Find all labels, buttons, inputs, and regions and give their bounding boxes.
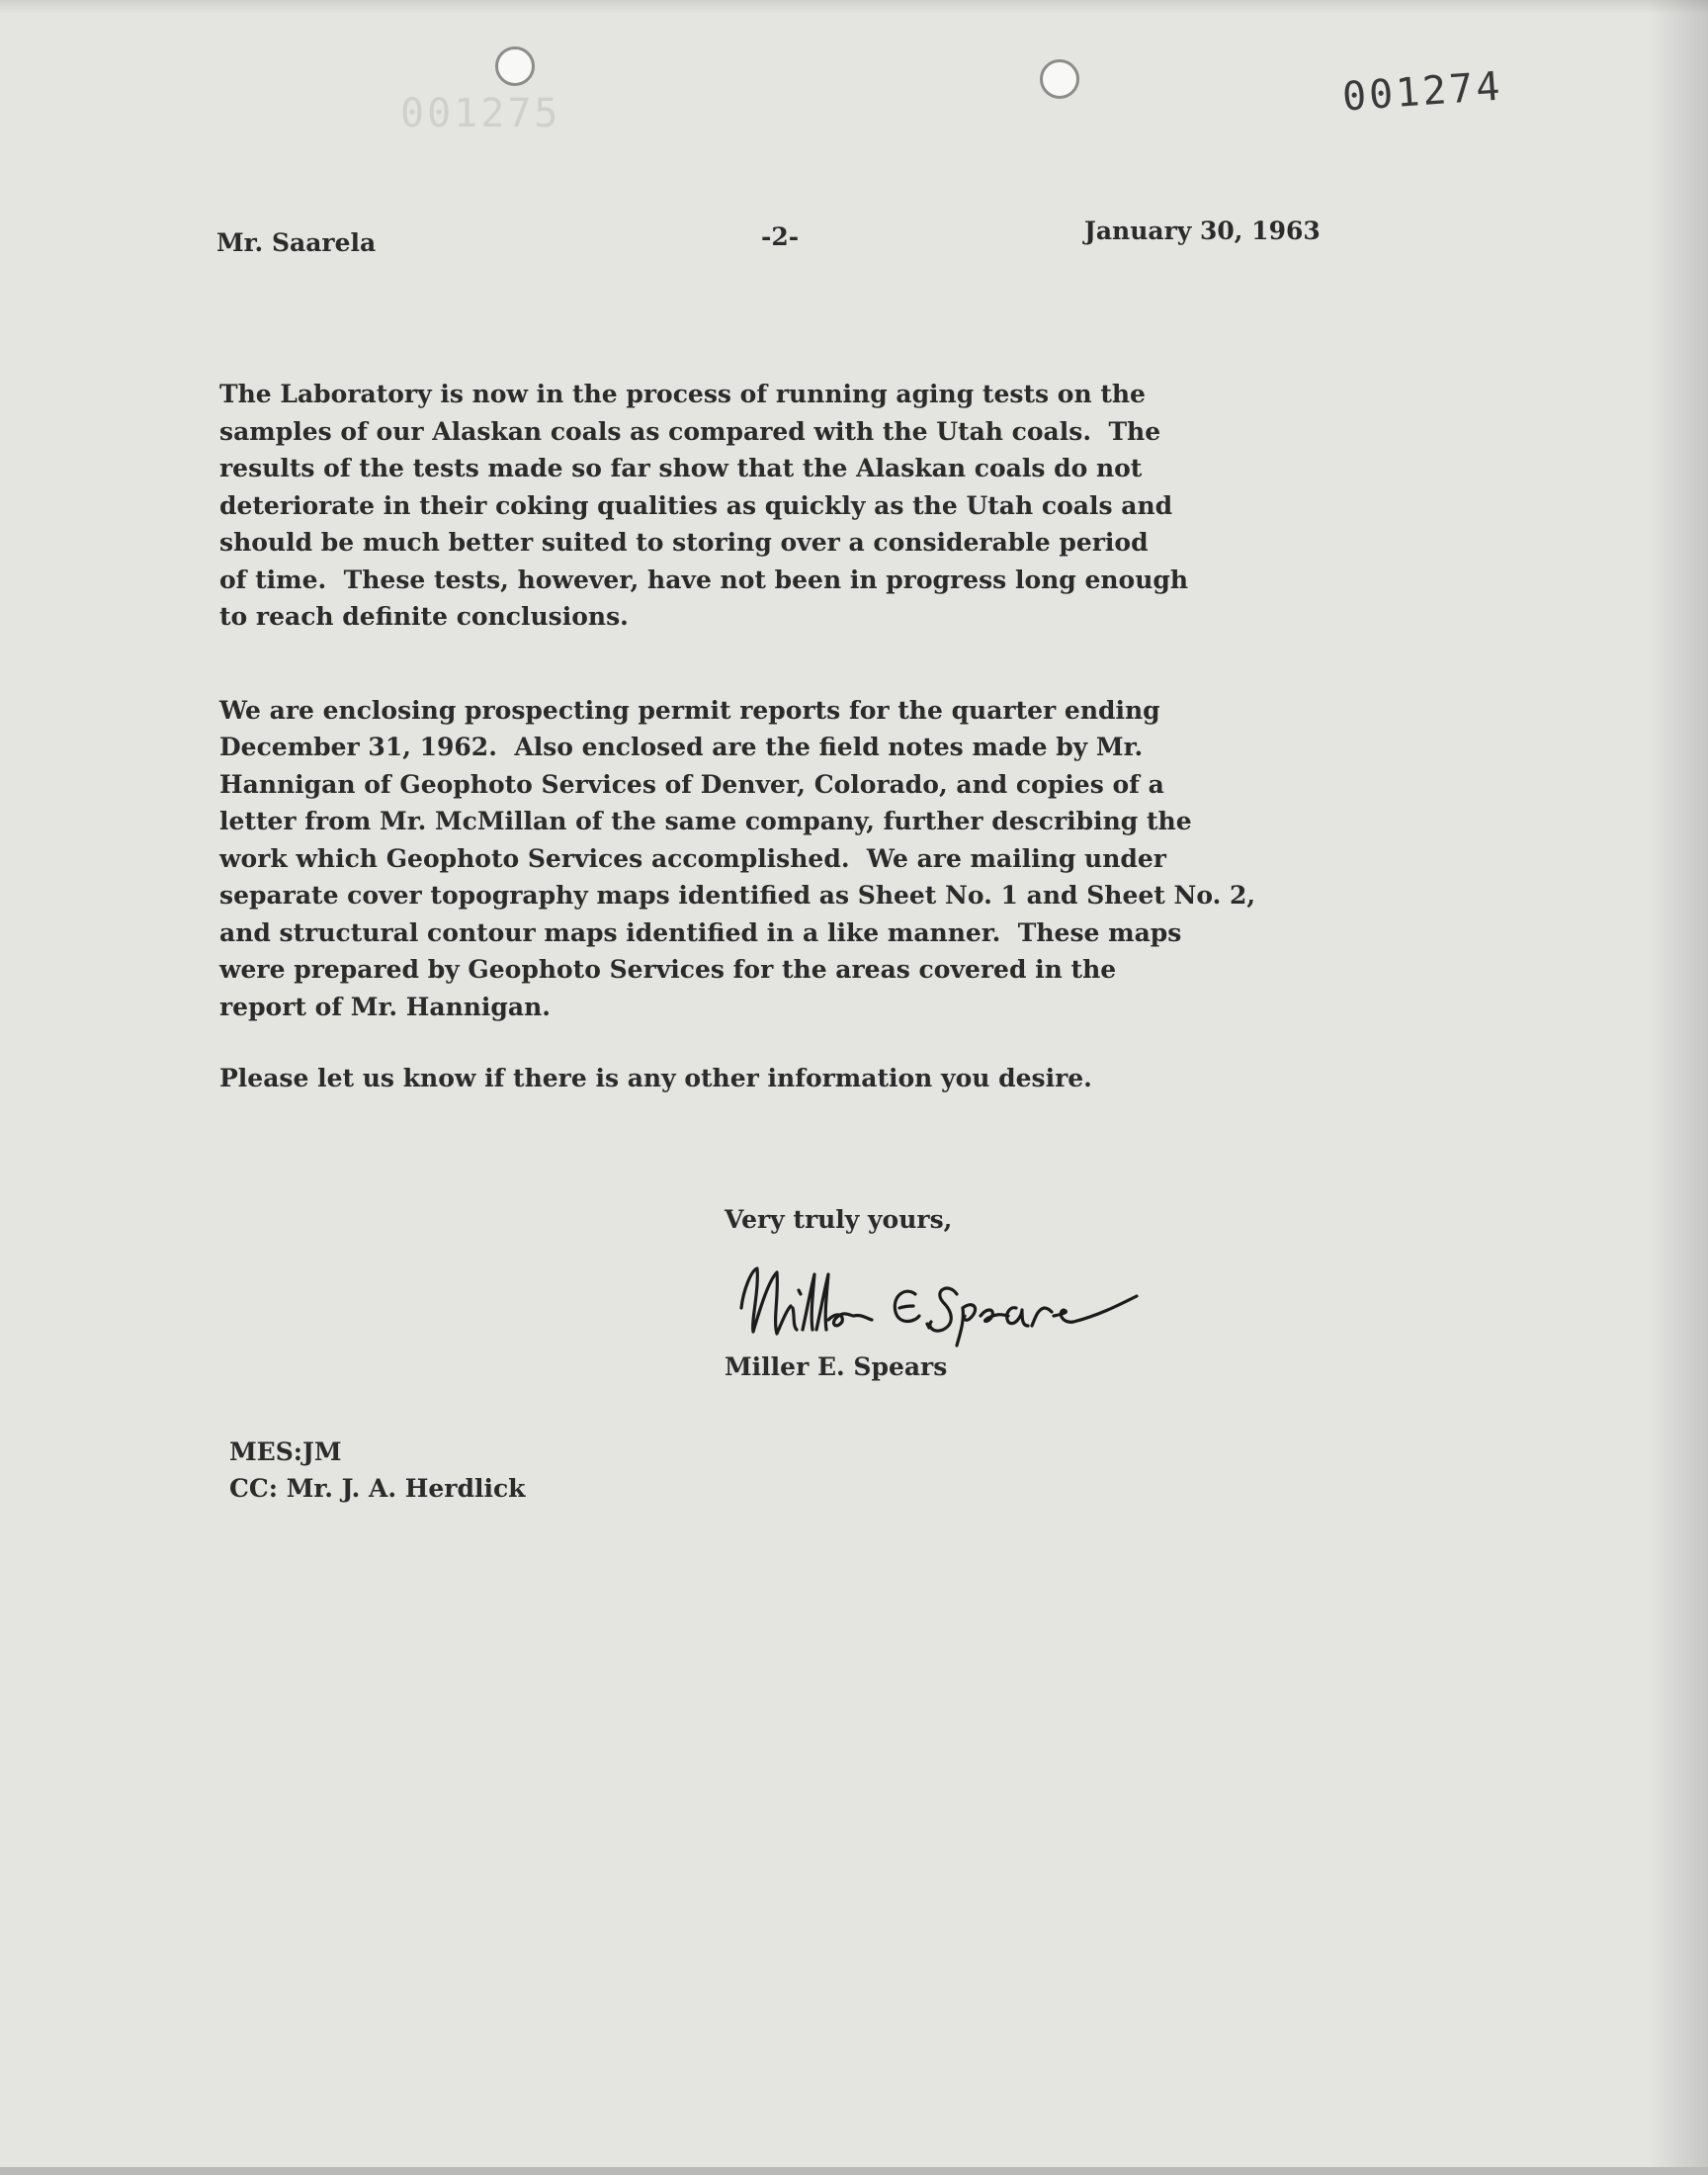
bleed-through-stamp: 001275 (400, 91, 561, 136)
body-line: were prepared by Geophoto Services for the areas covered in the (219, 955, 1117, 984)
body-line: We are enclosing prospecting permit reports for the quarter ending (219, 695, 1160, 725)
body-line: deteriorate in their coking qualities as quickly as the Utah coals and (219, 490, 1173, 520)
document-number-stamp: 001274 (1340, 63, 1504, 121)
body-line: results of the tests made so far show that the Alaskan coals do not (219, 454, 1143, 482)
body-line: and structural contour maps identified in a like manner. These maps (219, 917, 1182, 947)
page-bottom-edge (0, 2167, 1708, 2175)
header-page-number: -2- (761, 222, 800, 251)
body-line: The Laboratory is now in the process of running aging tests on the (219, 380, 1146, 408)
letter-body (219, 376, 1455, 1097)
punch-hole-right (1040, 59, 1079, 99)
body-line: December 31, 1962. Also enclosed are the field notes made by Mr. (219, 733, 1144, 761)
body-line: work which Geophoto Services accomplished. We are mailing under (219, 843, 1166, 873)
header-date: January 30, 1963 (1084, 217, 1321, 245)
body-line: letter from Mr. McMillan of the same company, further describing the (219, 807, 1192, 835)
reference-block (229, 1434, 526, 1507)
scan-shadow-top (0, 0, 1708, 14)
closing-salutation: Very truly yours, (725, 1205, 953, 1234)
body-line: to reach definite conclusions. (219, 602, 629, 631)
body-line: should be much better suited to storing over a considerable period (219, 528, 1149, 557)
body-line: of time. These tests, however, have not been in progress long enough (219, 565, 1189, 594)
body-line: samples of our Alaskan coals as compared with the Utah coals. The (219, 416, 1161, 446)
header-addressee: Mr. Saarela (216, 228, 377, 257)
body-line: report of Mr. Hannigan. (219, 992, 551, 1021)
body-line: Please let us know if there is any other information you desire. (219, 1064, 1092, 1092)
handwritten-signature (722, 1251, 1295, 1349)
scan-shadow-right (1649, 0, 1708, 2175)
typist-initials: MES:JM (229, 1437, 342, 1466)
signer-name: Miller E. Spears (725, 1352, 948, 1381)
body-line: Hannigan of Geophoto Services of Denver, Colorado, and copies of a (219, 769, 1164, 799)
carbon-copy-line: CC: Mr. J. A. Herdlick (229, 1474, 526, 1503)
body-line: separate cover topography maps identified as Sheet No. 1 and Sheet No. 2, (219, 881, 1256, 910)
punch-hole-left (495, 46, 535, 86)
